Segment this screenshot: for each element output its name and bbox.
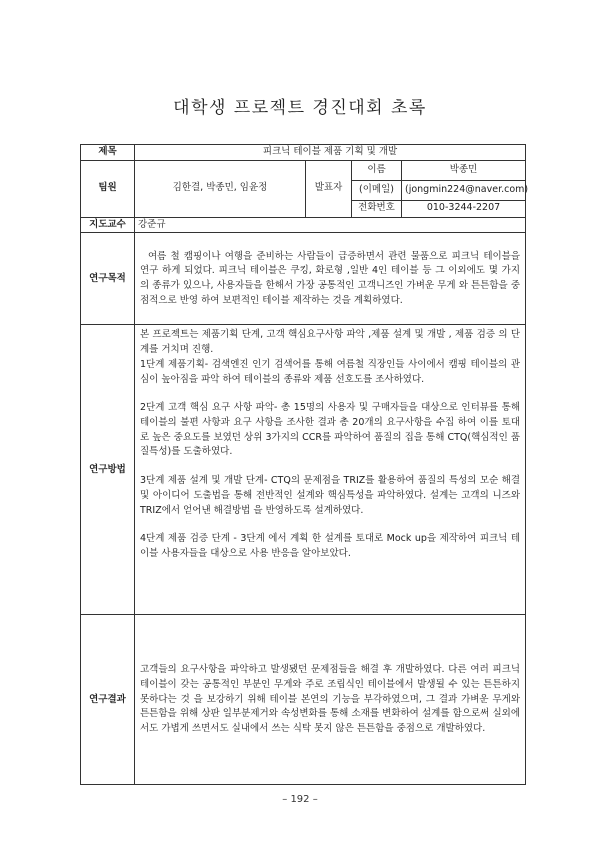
purpose-paragraph: 여름 철 캠핑이나 여행을 준비하는 사람들이 급증하면서 관련 물품으로 피크닉 테이블을 연구 하게 되었다. 피크닉 테이블은 쿠킹, 화로형 ,일반 4인 테이블 등 그 이외에도 몇 가지 의 종류가 있으나, 사용자들을 한해서 가장 공통적인 고객니즈인 가벼운 무게 와 튼튼함을 중점적으로 반영 하여 보편적인 테이블 제작하는 것을 계획하였다. xyxy=(140,250,521,306)
phone-label: 전화번호 xyxy=(352,200,402,217)
purpose-label: 연구목적 xyxy=(81,233,135,325)
row-result xyxy=(81,615,526,785)
presenter-email: (jongmin224@naver.com) xyxy=(402,180,526,200)
method-label: 연구방법 xyxy=(81,325,135,615)
method-text xyxy=(135,325,526,615)
row-title xyxy=(81,145,526,161)
method-paragraph: 3단계 제품 설계 및 개발 단계- CTQ의 문제점을 TRIZ를 활용하여 품질의 특성의 모순 해결 및 아이디어 도출법을 통해 전반적인 설계와 핵심특성을 파악하였다. 설계는 고객의 니즈와 TRIZ에서 얻어낸 해결방법 을 반영하도록 설계하였다. xyxy=(140,475,521,516)
row-method xyxy=(81,325,526,615)
method-paragraph: 2단계 고객 핵심 요구 사항 파악- 총 15명의 사용자 및 구매자들을 대상으로 인터뷰를 통해 테이블의 불편 사항과 요구 사항을 조사한 결과 총 20개의 요구사항을 수집 하여 이를 토대로 높은 중요도를 보였던 상위 3가지의 CCR를 파악하여 품질의 집을 통해 CTQ(핵심적인 품질특성)를 도출하였다. xyxy=(140,402,521,458)
advisor-name: 강준규 xyxy=(135,217,526,233)
page-number: – 192 – xyxy=(282,794,318,805)
presenter-label: 발표자 xyxy=(306,160,352,217)
project-title: 피크닉 테이블 제품 기획 및 개발 xyxy=(135,145,526,161)
advisor-label: 지도교수 xyxy=(81,217,135,233)
result-label: 연구결과 xyxy=(81,615,135,785)
team-label: 팀원 xyxy=(81,160,135,217)
row-purpose xyxy=(81,233,526,325)
method-paragraph: 본 프로젝트는 제품기획 단계, 고객 핵심요구사항 파악 ,제품 설계 및 개발 , 제품 검증 의 단계를 거치며 진행. xyxy=(140,329,521,356)
document-title: 대학생 프로젝트 경진대회 초록 xyxy=(173,98,427,118)
title-label: 제목 xyxy=(81,145,135,161)
name-label: 이름 xyxy=(352,160,402,180)
presenter-phone: 010-3244-2207 xyxy=(402,200,526,217)
method-paragraph: 4단계 제품 검증 단계 - 3단계 에서 계획 한 설계를 토대로 Mock up을 제작하여 피크닉 테이블 사용자들을 대상으로 사용 반응을 알아보았다. xyxy=(140,533,521,560)
row-advisor xyxy=(81,217,526,233)
team-members: 김한결, 박종민, 임윤정 xyxy=(135,160,306,217)
result-text xyxy=(135,615,526,785)
row-team xyxy=(81,160,526,180)
presenter-name: 박종민 xyxy=(402,160,526,180)
purpose-text xyxy=(135,233,526,325)
abstract-form-table xyxy=(80,144,529,785)
method-paragraph: 1단계 제품기획- 검색엔진 인기 검색어를 통해 여름철 직장인들 사이에서 캠핑 테이블의 관심이 높아짐을 파악 하여 테이블의 종류와 제품 선호도를 조사하였다. xyxy=(140,358,521,385)
result-paragraph: 고객들의 요구사항을 파악하고 발생됐던 문제점들을 해결 후 개발하였다. 다른 여러 피크닉테이블이 갖는 공통적인 부분인 무게와 주로 조립식인 테이블에서 발생될 수 있는 튼튼하지 못하다는 것 을 보강하기 위해 테이블 본연의 기능을 부각하였으며, 그 결과 가벼운 무게와 튼튼함을 위해 상판 일부분제거와 속성변화를 통해 소재를 변화하여 설계를 함으로써 실외에서도 가볍게 쓰면서도 실내에서 쓰는 식탁 못지 않은 튼튼함을 중점으로 개발하였다. xyxy=(140,664,521,735)
email-label: (이메일) xyxy=(352,180,402,200)
